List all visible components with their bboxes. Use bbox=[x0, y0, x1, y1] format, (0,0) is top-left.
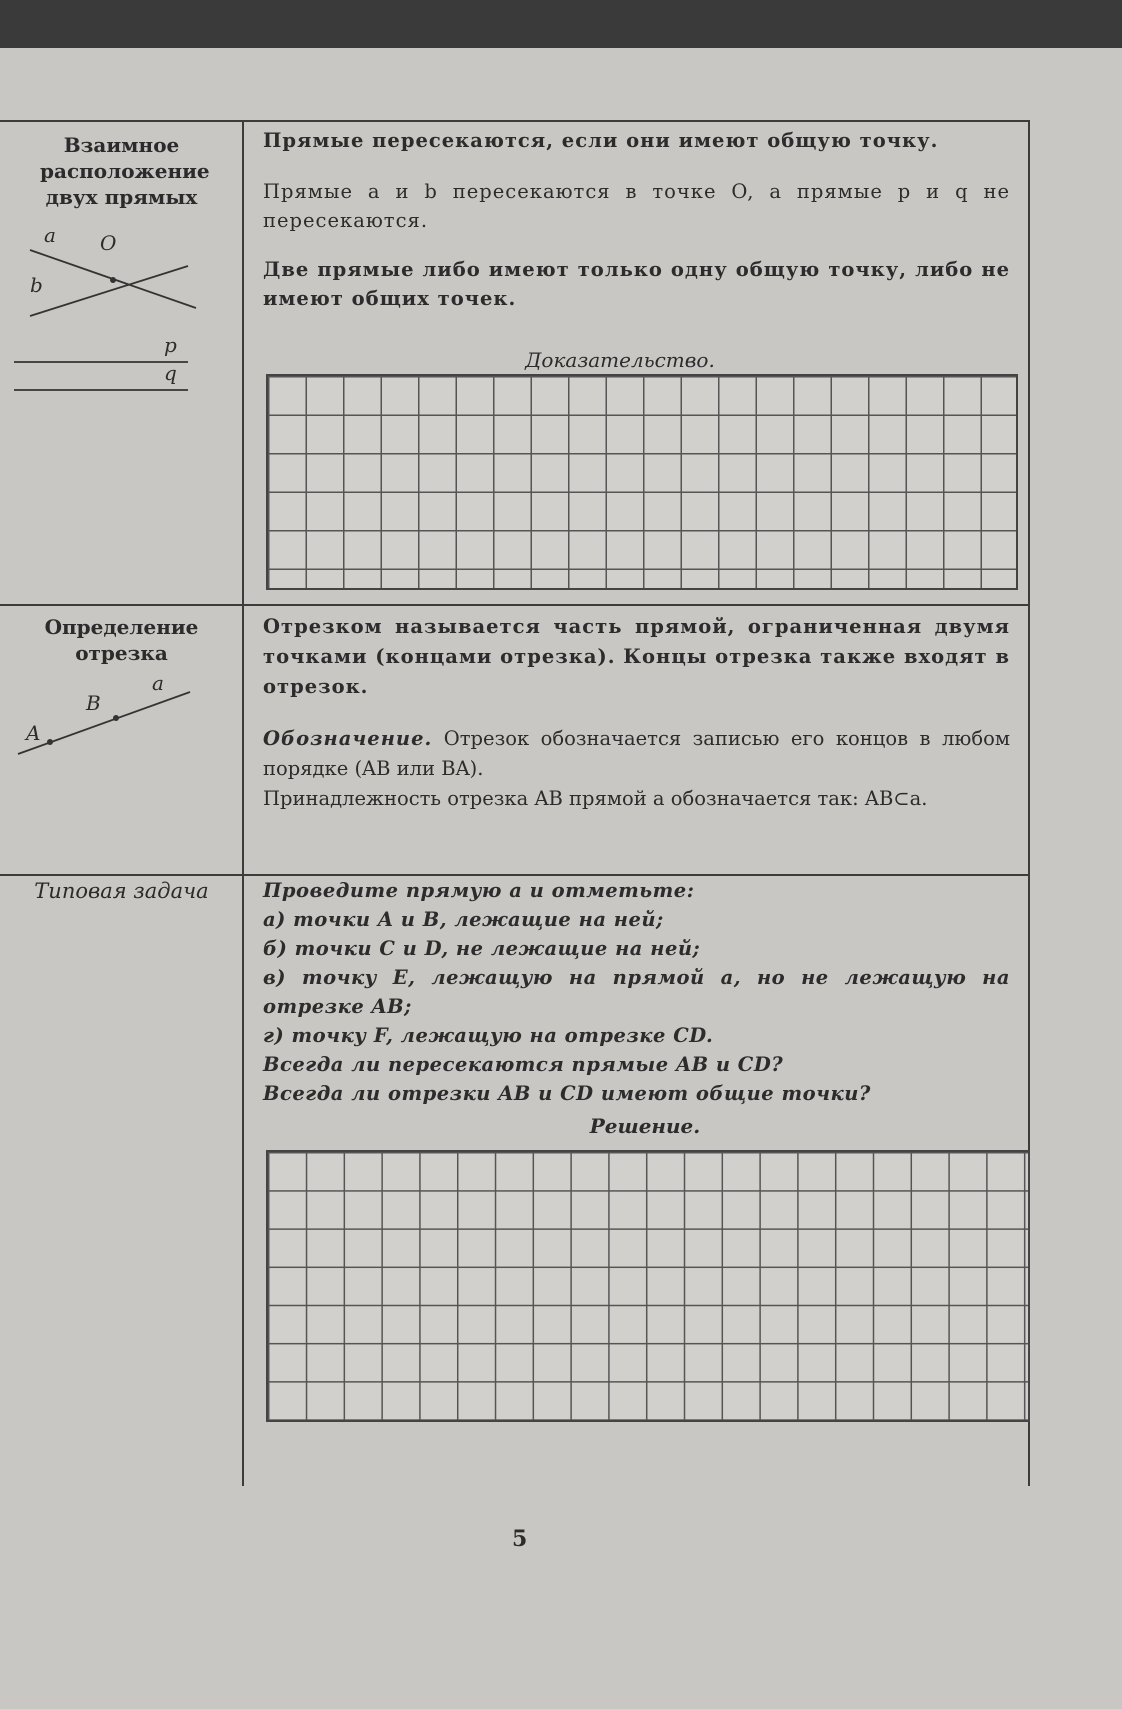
notation-label: Обозначение. bbox=[263, 727, 433, 750]
section2-right-cell bbox=[243, 612, 1030, 814]
two-lines-theorem: Две прямые либо имеют только одну общую точку, либо не имеют общих точек. bbox=[263, 258, 1010, 310]
section2-heading: Определение отрезка bbox=[44, 615, 199, 665]
segment-figure bbox=[0, 670, 243, 790]
task-line-7: Всегда ли отрезки AB и CD имеют общие точки? bbox=[263, 1082, 871, 1105]
point-o bbox=[110, 277, 116, 283]
label-b-point: B bbox=[86, 691, 101, 715]
proof-grid[interactable] bbox=[266, 374, 1018, 590]
row-divider-1 bbox=[0, 604, 1030, 606]
task-line-3: б) точки C и D, не лежащие на ней; bbox=[263, 937, 701, 960]
solution-grid[interactable] bbox=[266, 1150, 1030, 1422]
proof-caption: Доказательство. bbox=[525, 348, 715, 372]
task-line-5: г) точку F, лежащую на отрезке CD. bbox=[263, 1024, 714, 1047]
notation-text: Отрезок обозначается записью его концов в любом порядке (AB или BA). bbox=[263, 727, 1010, 780]
label-a-line: a bbox=[152, 671, 164, 695]
page-number: 5 bbox=[512, 1526, 528, 1552]
table-top-border bbox=[0, 120, 1030, 122]
task-line-4: в) точку E, лежащую на прямой a, но не лежащую на отрезке AB; bbox=[263, 966, 1010, 1018]
belonging-text: Принадлежность отрезка AB прямой a обозначается так: AB⊂a. bbox=[263, 787, 928, 810]
label-b: b bbox=[30, 273, 43, 297]
section2-left-cell bbox=[0, 614, 243, 745]
label-a: a bbox=[44, 232, 56, 247]
line-b bbox=[30, 266, 188, 316]
section3-right-cell bbox=[243, 876, 1030, 1108]
task-line-2: а) точки A и B, лежащие на ней; bbox=[263, 908, 664, 931]
label-q: q bbox=[164, 361, 177, 385]
line-a-segment bbox=[18, 692, 190, 754]
label-a-point: A bbox=[26, 721, 41, 745]
section1-left-cell bbox=[0, 132, 243, 385]
point-b bbox=[113, 715, 119, 721]
section1-right-cell bbox=[243, 126, 1030, 313]
label-p: p bbox=[164, 333, 177, 357]
segment-definition: Отрезком называется часть прямой, ограниченная двумя точками (концами отрезка). Концы отрезка также входят в отрезок. bbox=[263, 615, 1010, 698]
section1-heading: Взаимное расположение двух прямых bbox=[40, 133, 210, 209]
section3-left-cell bbox=[0, 878, 243, 904]
solution-caption: Решение. bbox=[589, 1114, 701, 1138]
task-line-6: Всегда ли пересекаются прямые AB и CD? bbox=[263, 1053, 784, 1076]
intersect-example: Прямые a и b пересекаются в точке O, а прямые p и q не пересекаются. bbox=[263, 180, 1010, 232]
intersecting-lines-figure bbox=[0, 232, 243, 432]
point-a bbox=[47, 739, 53, 745]
notation-paragraph bbox=[263, 724, 1010, 784]
line-intersect-def: Прямые пересекаются, если они имеют общую точку. bbox=[263, 129, 939, 152]
label-o: O bbox=[100, 232, 117, 255]
section3-heading: Типовая задача bbox=[34, 879, 209, 903]
task-line-1: Проведите прямую а и отметьте: bbox=[263, 879, 695, 902]
workbook-page bbox=[0, 48, 1122, 1709]
